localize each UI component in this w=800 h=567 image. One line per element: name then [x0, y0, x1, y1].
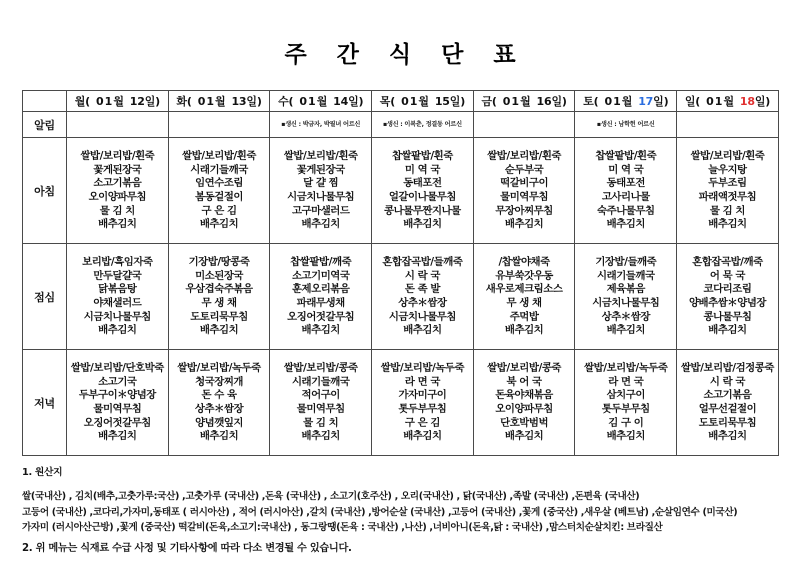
meal-cell-lunch-wed: [270, 244, 372, 350]
menu-item: 오이양파무침: [88, 190, 147, 203]
menu-item: 배추김치: [403, 218, 442, 231]
meal-list: [677, 151, 778, 230]
menu-item: 배추김치: [504, 218, 544, 231]
menu-item: 숙주나물무침: [597, 204, 655, 217]
row-label-lunch: 점심: [23, 244, 67, 350]
meal-list: [270, 363, 371, 442]
menu-item: 어 묵 국: [709, 269, 746, 282]
day-date-pre-mon: ( 01월: [85, 95, 130, 109]
meal-list: [575, 257, 676, 336]
day-name-sun: 일: [684, 95, 696, 109]
meal-list: [677, 363, 778, 442]
menu-item: 두부조림: [708, 177, 747, 190]
menu-item: 주먹밥: [509, 310, 539, 323]
day-date-pre-thu: ( 01월: [390, 95, 435, 109]
notice-cell-mon: [67, 112, 169, 138]
menu-item: 순두부국: [504, 163, 544, 176]
menu-item: 쌀밥/보리밥/흰죽: [690, 150, 765, 163]
menu-item: 시금치나물무침: [592, 296, 660, 309]
table-row-lunch: [23, 244, 779, 350]
meal-list: [677, 257, 778, 336]
meal-cell-lunch-tue: [168, 244, 270, 350]
day-name-tue: 화: [176, 95, 187, 109]
menu-item: 찹쌀팥밥/깨죽: [290, 256, 352, 269]
menu-item: 소고기볶음: [703, 389, 752, 402]
menu-item: 쌀밥/보리밥/콩죽: [283, 362, 358, 375]
header-day-tue: [168, 91, 270, 112]
day-name-sat: 토: [583, 95, 594, 109]
meal-cell-dinner-thu: [372, 350, 474, 456]
menu-item: 쌀밥/보리밥/흰죽: [487, 150, 561, 163]
meal-list: [67, 151, 168, 230]
notice-cell-tue: [168, 112, 270, 138]
day-name-fri: 금: [481, 95, 492, 109]
menu-table-container: [0, 90, 800, 456]
notice-cell-fri: [473, 112, 575, 138]
day-date-num-sat: 17: [638, 95, 654, 109]
menu-item: 오징어젓갈무침: [83, 416, 151, 429]
menu-item: 김 구 이: [608, 416, 644, 429]
menu-item: 미소된장국: [195, 269, 243, 282]
meal-list: [474, 151, 575, 230]
header-day-fri: [473, 91, 575, 112]
menu-change-note: 2. 위 메뉴는 식재료 수급 사정 및 기타사항에 따라 다소 변경될 수 있습니다.: [22, 542, 352, 554]
menu-item: 제육볶음: [606, 283, 645, 296]
meal-list: [575, 363, 676, 442]
menu-item: 고구마샐러드: [291, 204, 350, 217]
day-date-suf-sun: 일): [754, 95, 771, 109]
meal-cell-breakfast-wed: [270, 138, 372, 244]
meal-cell-dinner-wed: [270, 350, 372, 456]
meal-cell-dinner-fri: [473, 350, 575, 456]
day-date-suf-fri: 일): [551, 95, 567, 109]
menu-item: 콩나물무침: [703, 310, 752, 323]
menu-item: 봄동겉절이: [195, 190, 243, 203]
menu-item: 양배추쌈＊양념장: [688, 296, 766, 309]
menu-item: 훈제오리볶음: [291, 283, 350, 296]
menu-item: 배추김치: [504, 430, 544, 443]
menu-item: 배추김치: [301, 324, 340, 337]
menu-item: 새우로제크림소스: [485, 283, 563, 296]
menu-item: 배추김치: [606, 430, 645, 443]
day-date-num-tue: 13: [231, 95, 247, 109]
row-label-dinner: 저녁: [23, 350, 67, 456]
menu-item: 배추김치: [98, 218, 137, 231]
menu-item: 배추김치: [98, 430, 137, 443]
menu-item: 찹쌀팥밥/흰죽: [595, 150, 657, 163]
notice-cell-sat: ▪생신 : 남학헌 어르신: [575, 112, 677, 138]
menu-item: 쌀밥/보리밥/녹두죽: [177, 362, 261, 375]
page-title: 주 간 식 단 표: [284, 42, 527, 68]
menu-item: 무장아찌무침: [495, 204, 553, 217]
header-day-thu: [372, 91, 474, 112]
menu-item: 쌀밥/보리밥/녹두죽: [584, 362, 668, 375]
notice-cell-sun: [677, 112, 779, 138]
menu-item: 쌀밥/보리밥/녹두죽: [380, 362, 465, 375]
meal-list: [575, 151, 676, 230]
meal-list: [474, 363, 575, 442]
menu-item: 동태포전: [403, 177, 442, 190]
day-date-num-thu: 15: [434, 95, 450, 109]
menu-item: 파래무생채: [296, 296, 345, 309]
menu-item: 닭볶음탕: [98, 283, 137, 296]
menu-item: 돈 족 발: [404, 283, 440, 296]
menu-item: 소고기볶음: [93, 177, 142, 190]
origin-line-3: 가자미 (러시아산근방) ,꽃게 (중국산) 떡갈비(돈육,소고기:국내산) , 동그랑땡(돈육 : 국내산) ,나산) ,너비아니(돈육,닭 : 국내산) ,맘스터치순살치킨: 브라질산: [22, 522, 663, 534]
menu-item: 라 면 국: [404, 375, 440, 388]
meal-list: [169, 363, 270, 442]
day-date-suf-wed: 일): [348, 95, 364, 109]
menu-item: 소고기국: [98, 375, 137, 388]
menu-item: 도토리묵무침: [698, 416, 757, 429]
table-body: [23, 112, 779, 456]
menu-item: 쌀밥/보리밥/흰죽: [80, 150, 155, 163]
weekly-menu-table: [22, 90, 779, 456]
row-label-notice: 알림: [23, 112, 67, 138]
menu-item: 배추김치: [98, 324, 137, 337]
row-label-breakfast: 아침: [23, 138, 67, 244]
meal-list: [372, 363, 473, 442]
menu-item: 꽃게된장국: [296, 163, 345, 176]
menu-item: 무 생 채: [201, 296, 237, 309]
meal-list: [270, 257, 371, 336]
footer-notes: [0, 465, 800, 557]
meal-cell-dinner-tue: [168, 350, 270, 456]
menu-item: 얼무선겉절이: [698, 402, 757, 415]
origin-heading: 1. 원산지: [22, 467, 63, 479]
menu-item: 코다리조림: [703, 283, 752, 296]
meal-cell-lunch-fri: [473, 244, 575, 350]
meal-cell-dinner-sat: [575, 350, 677, 456]
meal-list: [169, 257, 270, 336]
menu-item: 배추김치: [606, 218, 645, 231]
menu-item: 오징어젓갈무침: [287, 310, 355, 323]
menu-item: 구 은 김: [404, 416, 440, 429]
menu-item: 쌀밥/보리밥/콩죽: [487, 362, 561, 375]
day-date-suf-mon: 일): [144, 95, 160, 109]
menu-item: 달 걀 찜: [303, 177, 339, 190]
day-date-pre-wed: ( 01월: [288, 95, 334, 109]
menu-item: 고사리나물: [601, 190, 650, 203]
menu-item: 배추김치: [199, 430, 239, 443]
menu-item: 배추김치: [301, 218, 340, 231]
menu-item: 양념깻잎지: [195, 416, 243, 429]
day-name-wed: 수: [278, 95, 289, 109]
menu-item: 만두달걀국: [93, 269, 142, 282]
menu-item: 시래기들깨국: [291, 375, 350, 388]
menu-item: 임연수조림: [195, 177, 243, 190]
menu-item: 시금치나물무침: [287, 190, 355, 203]
meal-cell-breakfast-mon: [67, 138, 169, 244]
origin-line-2: 고등어 (국내산) ,코다리,가자미,동태포 ( 러시아산) , 적어 (러시아산) ,갈치 (국내산) ,방어순살 (국내산) ,고등어 (국내산) ,꽃게 (중국산) ,새우살 (베트남) ,순살임연수 (미국산): [22, 506, 738, 518]
menu-item: 늘우지탕: [708, 163, 747, 176]
menu-item: 미 역 국: [404, 163, 440, 176]
menu-item: 청국장찌개: [195, 375, 243, 388]
meal-list: [169, 151, 270, 230]
menu-item: 상추＊쌈장: [398, 296, 447, 309]
menu-item: 배추김치: [403, 430, 442, 443]
menu-item: 물미역무침: [500, 190, 549, 203]
meal-cell-lunch-thu: [372, 244, 474, 350]
menu-item: 소고기미역국: [291, 269, 350, 282]
meal-list: [67, 257, 168, 336]
meal-list: [270, 151, 371, 230]
menu-item: 가자미구이: [398, 389, 447, 402]
menu-item: 유부쑥갓우동: [495, 269, 553, 282]
notice-cell-wed: ▪생신 : 박금자, 박필녀 어르신: [270, 112, 372, 138]
menu-item: 시래기들깨국: [597, 269, 655, 282]
menu-item: 야채샐러드: [93, 296, 142, 309]
meal-cell-breakfast-fri: [473, 138, 575, 244]
menu-item: 구 은 김: [201, 204, 237, 217]
menu-item: 적어구이: [301, 389, 340, 402]
menu-item: 북 어 국: [506, 375, 542, 388]
meal-cell-lunch-mon: [67, 244, 169, 350]
meal-cell-breakfast-tue: [168, 138, 270, 244]
menu-item: 단호박범벅: [500, 416, 549, 429]
menu-item: 시 락 국: [404, 269, 440, 282]
menu-item: 쌀밥/보리밥/단호박죽: [70, 362, 164, 375]
day-date-num-wed: 14: [333, 95, 349, 109]
meal-cell-dinner-mon: [67, 350, 169, 456]
day-date-suf-sat: 일): [653, 95, 669, 109]
day-date-pre-tue: ( 01월: [186, 95, 232, 109]
menu-item: 배추김치: [708, 430, 747, 443]
menu-item: 콩나물무짠지나물: [384, 204, 461, 217]
menu-item: 혼합잡곡밥/들깨죽: [382, 256, 463, 269]
header-day-mon: [67, 91, 169, 112]
menu-item: 물미역무침: [296, 402, 345, 415]
menu-item: 삼치구이: [606, 389, 645, 402]
menu-item: 혼합잡곡밥/깨죽: [692, 256, 763, 269]
menu-item: 보리밥/흑임자죽: [82, 256, 153, 269]
menu-item: 꽃게된장국: [93, 163, 142, 176]
meal-cell-dinner-sun: [677, 350, 779, 456]
menu-item: 돈육야채볶음: [495, 389, 553, 402]
menu-item: 떡갈비구이: [500, 177, 549, 190]
table-row-notice: [23, 112, 779, 138]
meal-cell-breakfast-sun: [677, 138, 779, 244]
menu-item: 배추김치: [403, 324, 442, 337]
meal-list: [474, 257, 575, 336]
meal-list: [372, 257, 473, 336]
menu-item: 쌀밥/보리밥/검정콩죽: [680, 362, 774, 375]
day-date-suf-tue: 일): [246, 95, 262, 109]
menu-item: 도토리묵무침: [190, 310, 248, 323]
meal-list: [67, 363, 168, 442]
menu-item: 우삼겹숙주볶음: [185, 283, 253, 296]
menu-item: 물 김 치: [709, 204, 746, 217]
notice-cell-thu: ▪생신 : 이복춘, 정결동 어르신: [372, 112, 474, 138]
menu-item: 배추김치: [606, 324, 645, 337]
table-row-dinner: [23, 350, 779, 456]
menu-item: 배추김치: [708, 218, 747, 231]
menu-item: 톳두부무침: [398, 402, 447, 415]
menu-item: 배추김치: [708, 324, 747, 337]
menu-item: 기장밥/땅콩죽: [188, 256, 250, 269]
table-row-breakfast: [23, 138, 779, 244]
header-corner-cell: [23, 91, 67, 112]
meal-list: [372, 151, 473, 230]
menu-item: 시금치나물무침: [388, 310, 456, 323]
menu-item: 시 락 국: [709, 375, 746, 388]
menu-item: 물 김 치: [99, 204, 135, 217]
day-date-pre-fri: ( 01월: [491, 95, 537, 109]
menu-item: 얼갈이나물무침: [388, 190, 456, 203]
meal-cell-lunch-sun: [677, 244, 779, 350]
menu-item: /찹쌀야채죽: [498, 256, 550, 269]
menu-item: 미 역 국: [608, 163, 644, 176]
menu-item: 쌀밥/보리밥/흰죽: [283, 150, 358, 163]
menu-item: 찹쌀팥밥/흰죽: [391, 150, 453, 163]
day-date-suf-thu: 일): [449, 95, 466, 109]
menu-item: 오이양파무침: [495, 402, 553, 415]
day-name-mon: 월: [74, 95, 86, 109]
meal-cell-breakfast-sat: [575, 138, 677, 244]
day-date-num-fri: 16: [536, 95, 552, 109]
menu-item: 톳두부무침: [601, 402, 650, 415]
header-day-sat: [575, 91, 677, 112]
menu-item: 상추＊쌈장: [601, 310, 650, 323]
day-date-pre-sat: ( 01월: [593, 95, 639, 109]
meal-cell-lunch-sat: [575, 244, 677, 350]
meal-cell-breakfast-thu: [372, 138, 474, 244]
menu-item: 배추김치: [504, 324, 544, 337]
menu-item: 파래액젓무침: [698, 190, 757, 203]
day-date-num-mon: 12: [129, 95, 145, 109]
day-date-num-sun: 18: [739, 95, 755, 109]
menu-item: 쌀밥/보리밥/흰죽: [182, 150, 256, 163]
menu-item: 배추김치: [301, 430, 340, 443]
menu-item: 돈 수 육: [201, 389, 237, 402]
header-day-wed: [270, 91, 372, 112]
menu-item: 물 김 치: [303, 416, 339, 429]
menu-item: 동태포전: [606, 177, 645, 190]
menu-item: 상추＊쌈장: [194, 402, 244, 415]
menu-item: 기장밥/들깨죽: [595, 256, 657, 269]
origin-line-1: 쌀(국내산) , 김치(배추,고춧가루:국산) ,고춧가루 (국내산) ,돈육 (국내산) , 소고기(호주산) , 오리(국내산) , 닭(국내산) ,족발 (국내산) ,돈편육 (국내산): [22, 491, 640, 503]
menu-item: 배추김치: [199, 218, 239, 231]
menu-item: 두부구이＊양념장: [78, 389, 156, 402]
header-day-sun: [677, 91, 779, 112]
day-date-pre-sun: ( 01월: [695, 95, 740, 109]
day-name-thu: 목: [379, 95, 391, 109]
menu-item: 라 면 국: [608, 375, 644, 388]
menu-item: 배추김치: [199, 324, 239, 337]
menu-item: 무 생 채: [506, 296, 542, 309]
menu-item: 시래기들깨국: [190, 163, 248, 176]
menu-item: 물미역무침: [93, 402, 142, 415]
menu-item: 시금치나물무침: [83, 310, 151, 323]
table-header-row: [23, 91, 779, 112]
